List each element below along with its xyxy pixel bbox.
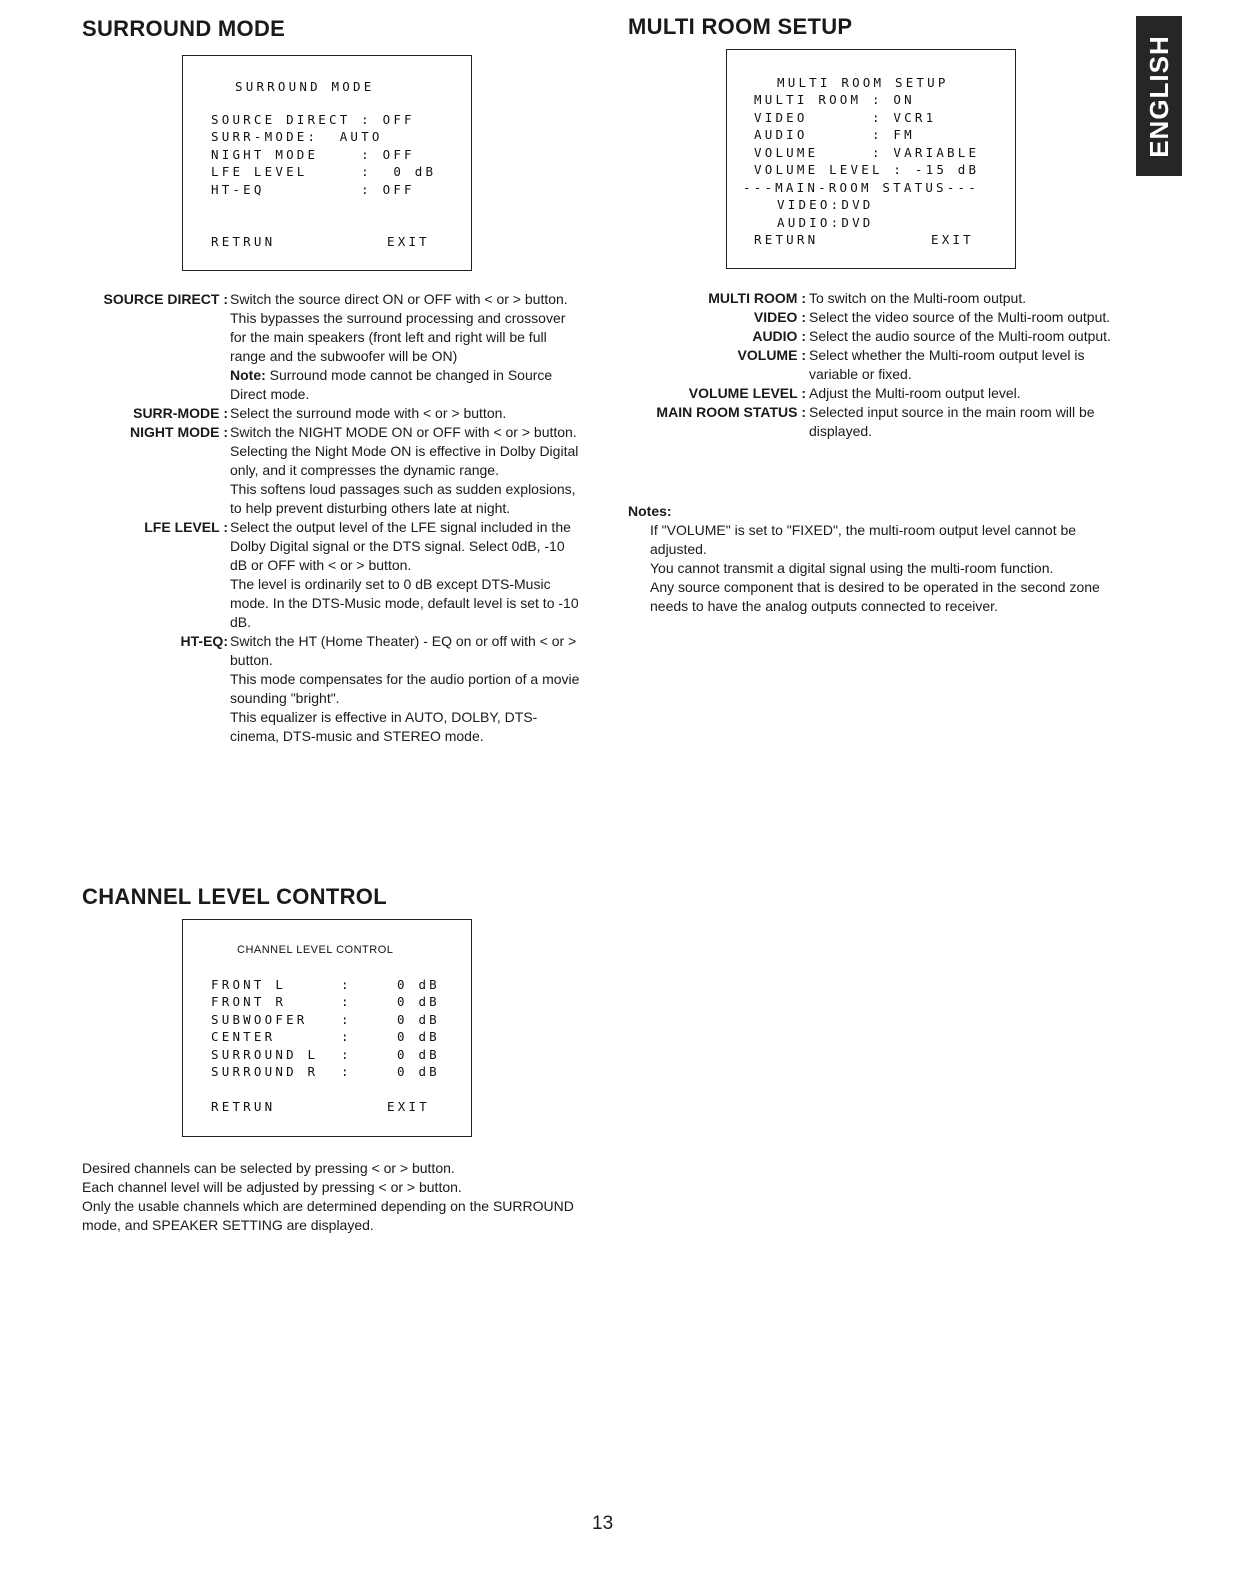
desc-item-audio [626, 327, 1124, 346]
desc-item-surr-mode [82, 404, 580, 423]
note-line: Any source component that is desired to be operated in the second zone needs to have the analog outputs connected to receiver. [650, 579, 1100, 614]
osd-exit: EXIT [387, 234, 430, 249]
desc-line: Each channel level will be adjusted by pressing < or > button. [82, 1179, 462, 1195]
desc-term: SURR-MODE : [133, 405, 228, 421]
osd-colon: : [341, 1029, 352, 1044]
desc-definition [228, 632, 580, 746]
note-label: Note: [230, 367, 266, 383]
language-tab [1136, 16, 1182, 176]
channel-level-description [82, 1159, 582, 1235]
osd-line: ---MAIN-ROOM STATUS--- [743, 180, 979, 195]
desc-item-ht-eq [82, 632, 580, 746]
desc-term: NIGHT MODE : [130, 424, 228, 440]
osd-line: SOURCE DIRECT : OFF [211, 112, 415, 127]
desc-line: Switch the NIGHT MODE ON or OFF with < or > button. [230, 424, 577, 440]
osd-channel-name: SURROUND L [211, 1047, 319, 1062]
desc-definition: To switch on the Multi-room output. [809, 290, 1027, 306]
osd-line: VOLUME LEVEL : -15 dB [754, 162, 980, 177]
osd-return: RETRUN [211, 1099, 276, 1114]
osd-return: RETRUN [211, 234, 276, 249]
desc-line: This equalizer is effective in AUTO, DOLBY, DTS-cinema, DTS-music and STEREO mode. [230, 709, 538, 744]
desc-term: LFE LEVEL : [144, 519, 228, 535]
desc-term: AUDIO : [752, 328, 806, 344]
desc-term: MULTI ROOM : [708, 290, 806, 306]
desc-line: Desired channels can be selected by pressing < or > button. [82, 1160, 455, 1176]
desc-definition: Selected input source in the main room will be displayed. [809, 404, 1095, 439]
osd-channel-value: 0 dB [397, 994, 440, 1009]
desc-line: Switch the source direct ON or OFF with < or > button. This bypasses the surround processing and crossover for the main speakers (front left and right will be full range and the subwoofer will be ON) [230, 291, 568, 364]
desc-definition: Select the audio source of the Multi-room output. [809, 328, 1111, 344]
osd-header: MULTI ROOM SETUP [777, 75, 949, 90]
osd-colon: : [341, 994, 352, 1009]
desc-item-main-room-status [626, 403, 1124, 441]
desc-line: Switch the HT (Home Theater) - EQ on or off with < or > button. [230, 633, 577, 668]
desc-item-night-mode [82, 423, 580, 518]
desc-item-volume [626, 346, 1124, 384]
osd-channel-value: 0 dB [397, 1064, 440, 1079]
osd-channel-name: FRONT L [211, 977, 287, 992]
osd-line: VOLUME : VARIABLE [754, 145, 980, 160]
multi-room-osd [726, 49, 1016, 269]
desc-term: MAIN ROOM STATUS : [656, 404, 806, 420]
desc-definition: Adjust the Multi-room output level. [809, 385, 1021, 401]
osd-colon: : [341, 977, 352, 992]
note-line: If "VOLUME" is set to "FIXED", the multi-room output level cannot be adjusted. [650, 522, 1077, 557]
desc-line: Selecting the Night Mode ON is effective in Dolby Digital only, and it compresses the dynamic range. [230, 443, 579, 478]
desc-item-volume-level [626, 384, 1124, 403]
multi-room-setup-title: MULTI ROOM SETUP [628, 14, 853, 39]
desc-item-multi-room [626, 289, 1124, 308]
desc-definition [228, 518, 580, 632]
desc-line: This softens loud passages such as sudden explosions, to help prevent disturbing others late at night. [230, 481, 576, 516]
osd-channel-value: 0 dB [397, 1029, 440, 1044]
desc-line: Select the output level of the LFE signal included in the Dolby Digital signal or the DTS signal. Select 0dB, -10 dB or OFF with < or > button. [230, 519, 571, 573]
osd-line: AUDIO : FM [754, 127, 915, 142]
osd-line: SURR-MODE: AUTO [211, 129, 383, 144]
desc-item-source-direct [82, 290, 580, 404]
channel-level-osd [182, 919, 472, 1137]
osd-line: LFE LEVEL : 0 dB [211, 164, 437, 179]
desc-term: SOURCE DIRECT : [103, 291, 228, 307]
osd-channel-name: FRONT R [211, 994, 287, 1009]
desc-line: Only the usable channels which are determined depending on the SURROUND mode, and SPEAKER SETTING are displayed. [82, 1198, 574, 1233]
osd-colon: : [341, 1047, 352, 1062]
osd-line: VIDEO : VCR1 [754, 110, 937, 125]
osd-channel-value: 0 dB [397, 1047, 440, 1062]
surround-mode-osd [182, 55, 472, 271]
osd-exit: EXIT [387, 1099, 430, 1114]
desc-item-video [626, 308, 1124, 327]
osd-channel-value: 0 dB [397, 977, 440, 992]
osd-channel-name: SUBWOOFER [211, 1012, 308, 1027]
notes-title: Notes: [628, 503, 672, 519]
desc-definition [228, 404, 580, 423]
osd-line: MULTI ROOM : ON [754, 92, 915, 107]
osd-line: AUDIO:DVD [777, 215, 874, 230]
page-number: 13 [592, 1513, 614, 1534]
notes-body [650, 521, 1124, 616]
desc-definition [228, 290, 580, 404]
note-text: Surround mode cannot be changed in Source Direct mode. [230, 367, 553, 402]
surround-mode-title: SURROUND MODE [82, 16, 286, 41]
desc-definition: Select the video source of the Multi-room output. [809, 309, 1111, 325]
osd-exit: EXIT [931, 232, 974, 247]
osd-channel-name: SURROUND R [211, 1064, 319, 1079]
desc-definition [228, 423, 580, 518]
desc-definition: Select whether the Multi-room output level is variable or fixed. [809, 347, 1085, 382]
osd-channel-value: 0 dB [397, 1012, 440, 1027]
surround-descriptions [82, 290, 580, 746]
osd-line: VIDEO:DVD [777, 197, 874, 212]
osd-line: NIGHT MODE : OFF [211, 147, 415, 162]
osd-colon: : [341, 1012, 352, 1027]
desc-line: The level is ordinarily set to 0 dB except DTS-Music mode. In the DTS-Music mode, default level is set to -10 dB. [230, 576, 579, 630]
multi-room-descriptions [626, 289, 1124, 441]
osd-return: RETURN [754, 232, 819, 247]
osd-header: CHANNEL LEVEL CONTROL [237, 944, 394, 956]
desc-item-lfe-level [82, 518, 580, 632]
note-line: You cannot transmit a digital signal using the multi-room function. [650, 560, 1054, 576]
desc-line: Select the surround mode with < or > button. [230, 405, 507, 421]
desc-note [230, 366, 580, 404]
language-tab-label: ENGLISH [1143, 34, 1174, 158]
desc-term: VOLUME LEVEL : [688, 385, 806, 401]
osd-channel-name: CENTER [211, 1029, 276, 1044]
desc-line: This mode compensates for the audio portion of a movie sounding "bright". [230, 671, 580, 706]
desc-term: HT-EQ: [180, 633, 228, 649]
osd-line: HT-EQ : OFF [211, 182, 415, 197]
osd-header: SURROUND MODE [235, 79, 375, 94]
desc-term: VIDEO : [753, 309, 806, 325]
osd-colon: : [341, 1064, 352, 1079]
desc-term: VOLUME : [737, 347, 806, 363]
channel-level-control-title: CHANNEL LEVEL CONTROL [82, 884, 387, 909]
